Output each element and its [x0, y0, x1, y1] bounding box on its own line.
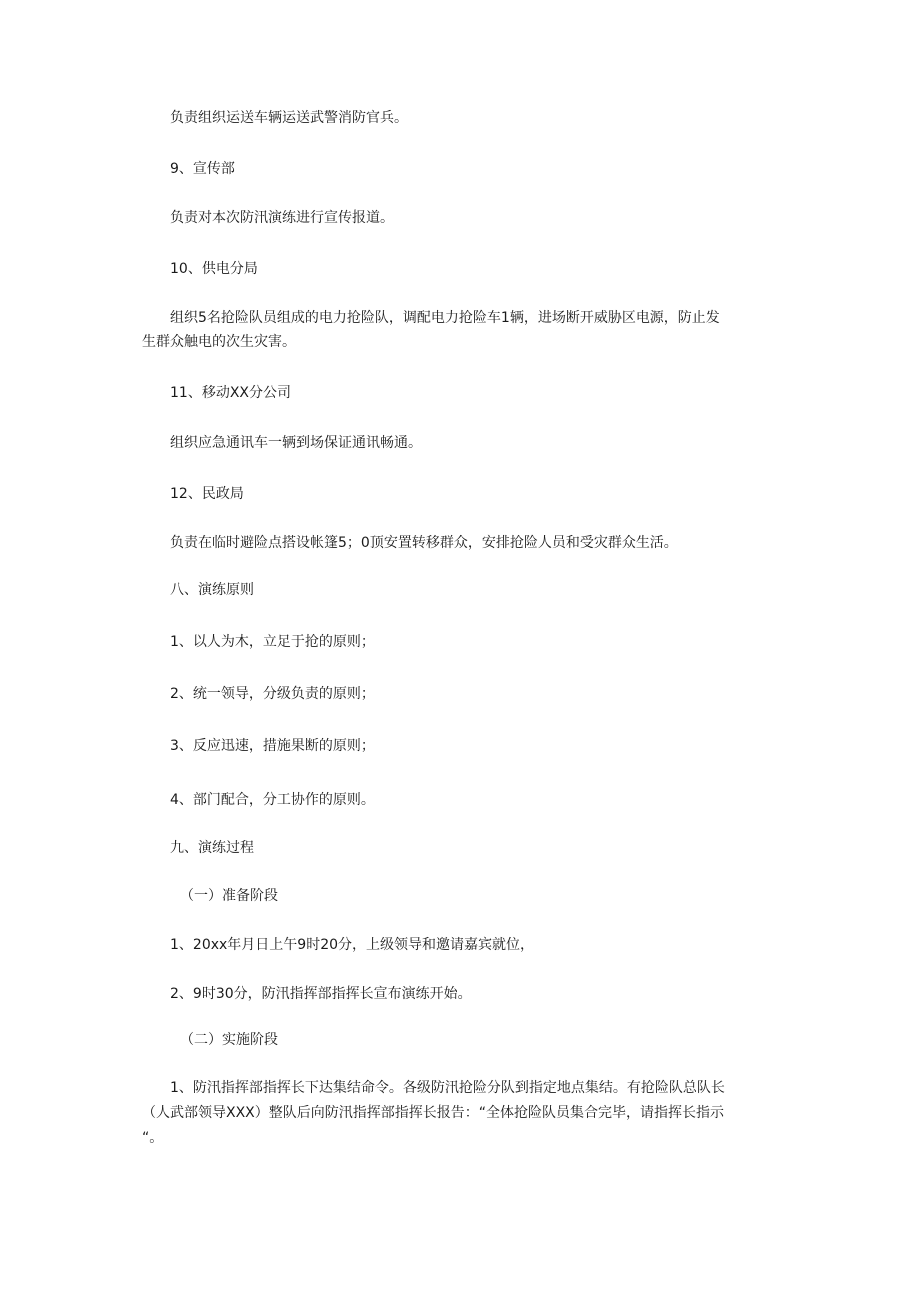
text-line: 组织应急通讯车一辆到场保证通讯畅通。: [170, 435, 422, 451]
section-heading: 10、供电分局: [170, 261, 258, 277]
section-heading: 9、宣传部: [170, 161, 235, 177]
subsection-heading: （一）准备阶段: [180, 888, 278, 904]
section-heading: 12、民政局: [170, 486, 244, 502]
text-line: 1、防汛指挥部指挥长下达集结命令。各级防汛抢险分队到指定地点集结。有抢险队总队长: [170, 1080, 725, 1096]
list-item: 1、以人为木，立足于抢的原则；: [170, 634, 375, 650]
section-heading: 八、演练原则: [170, 582, 254, 598]
text-line: 负责组织运送车辆运送武警消防官兵。: [170, 110, 408, 126]
text-line: 负责对本次防汛演练进行宣传报道。: [170, 210, 394, 226]
list-item: 3、反应迅速，措施果断的原则；: [170, 738, 375, 754]
list-item: 4、部门配合，分工协作的原则。: [170, 792, 375, 808]
text-line: （人武部领导XXX）整队后向防汛指挥部指挥长报告：“全体抢险队员集合完毕，请指挥长指示: [142, 1105, 725, 1121]
text-line: 负责在临时避险点搭设帐篷5；0顶安置转移群众，安排抢险人员和受灾群众生活。: [170, 535, 678, 551]
text-line: 组织5名抢险队员组成的电力抢险队，调配电力抢险车1辆，进场断开威胁区电源，防止发: [170, 310, 720, 326]
text-line: 生群众触电的次生灾害。: [142, 334, 296, 350]
list-item: 2、统一领导，分级负责的原则；: [170, 686, 375, 702]
section-heading: 九、演练过程: [170, 840, 254, 856]
list-item: 2、9时30分，防汛指挥部指挥长宣布演练开始。: [170, 986, 472, 1002]
list-item: 1、20xx年月日上午9时20分，上级领导和邀请嘉宾就位，: [170, 937, 535, 953]
text-line: “。: [142, 1130, 164, 1146]
subsection-heading: （二）实施阶段: [180, 1032, 278, 1048]
section-heading: 11、移动XX分公司: [170, 385, 291, 401]
